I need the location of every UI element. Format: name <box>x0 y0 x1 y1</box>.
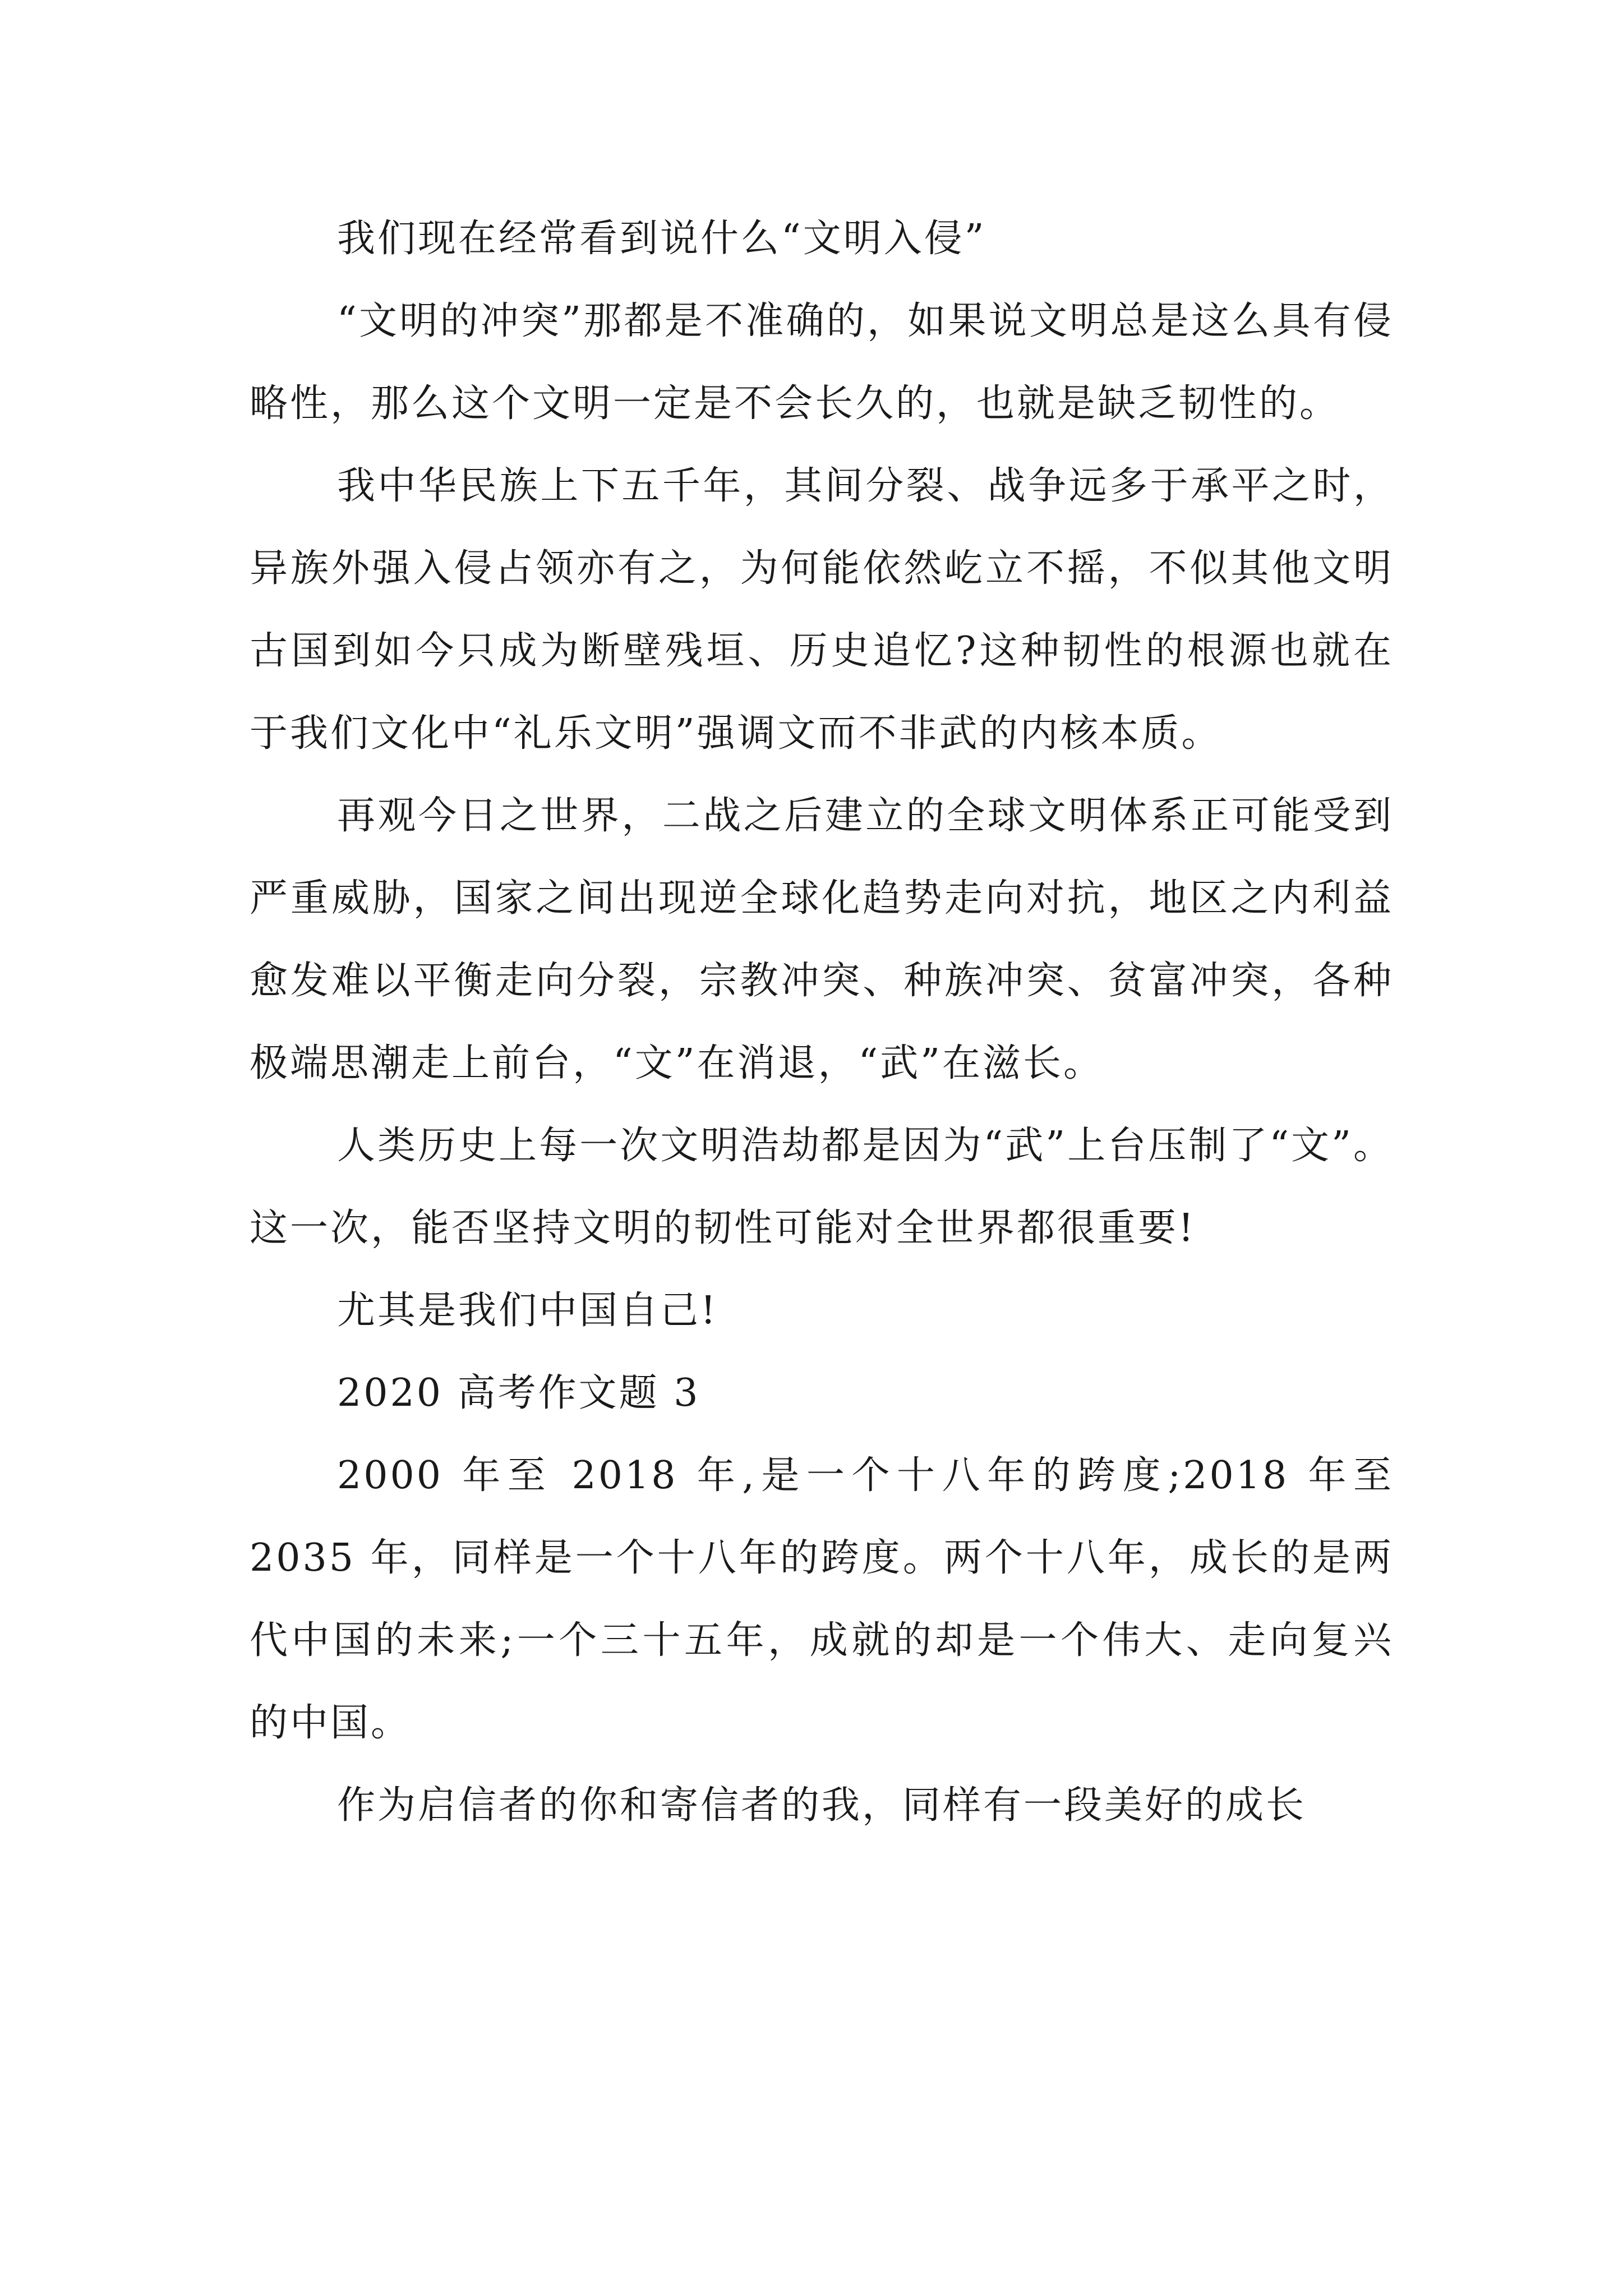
paragraph: 2000 年至 2018 年,是一个十八年的跨度;2018 年至 2035 年，同样是一个十八年的跨度。两个十八年，成长的是两代中国的未来;一个三十五年，成就的却是一个伟大、走向复兴的中国。 <box>250 1453 1394 1745</box>
paragraph: 人类历史上每一次文明浩劫都是因为“武”上台压制了“文”。这一次，能否坚持文明的韧性可能对全世界都很重要! <box>250 1124 1394 1250</box>
paragraph: 再观今日之世界，二战之后建立的全球文明体系正可能受到严重威胁，国家之间出现逆全球化趋势走向对抗，地区之内利益愈发难以平衡走向分裂，宗教冲突、种族冲突、贫富冲突，各种极端思潮走上前台，“文”在消退，“武”在滋长。 <box>250 794 1394 1085</box>
paragraph: “文明的冲突”那都是不准确的，如果说文明总是这么具有侵略性，那么这个文明一定是不会长久的，也就是缺乏韧性的。 <box>250 299 1394 426</box>
paragraph: 我们现在经常看到说什么“文明入侵” <box>337 217 986 261</box>
paragraph: 我中华民族上下五千年，其间分裂、战争远多于承平之时，异族外强入侵占领亦有之，为何能依然屹立不摇，不似其他文明古国到如今只成为断壁残垣、历史追忆?这种韧性的根源也就在于我们文化中“礼乐文明”强调文而不非武的内核本质。 <box>250 464 1394 756</box>
paragraph: 尤其是我们中国自己! <box>337 1289 718 1333</box>
section-heading: 2020 高考作文题 3 <box>337 1371 700 1415</box>
document-body <box>250 197 1394 1847</box>
paragraph: 作为启信者的你和寄信者的我，同样有一段美好的成长 <box>337 1783 1307 1828</box>
